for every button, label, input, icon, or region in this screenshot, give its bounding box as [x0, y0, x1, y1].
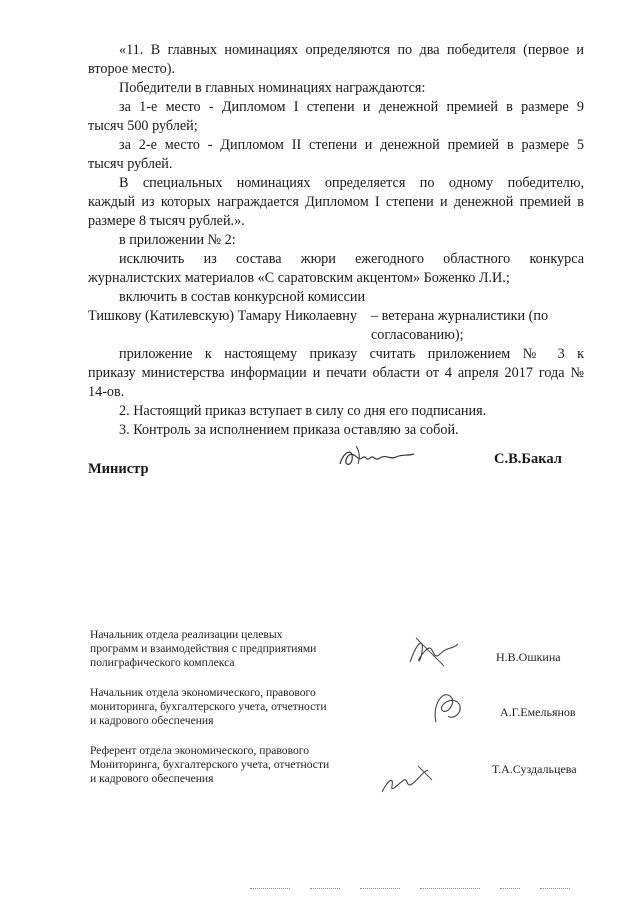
approval-2-line: Начальник отдела экономического, правового	[90, 686, 316, 699]
paragraph-line: 3. Контроль за исполнением приказа оставляю за собой.	[119, 422, 459, 438]
paragraph-line: 14-ов.	[88, 384, 125, 400]
paragraph-line: тысяч рублей.	[88, 156, 173, 172]
bottom-dotted-rule	[500, 888, 520, 890]
handwritten-signature-icon	[336, 440, 416, 470]
bottom-dotted-rule	[540, 888, 570, 890]
handwritten-initials-icon	[378, 762, 442, 798]
approval-3-line: и кадрового обеспечения	[90, 772, 214, 785]
bottom-dotted-rule	[360, 888, 400, 890]
paragraph-line: журналистских материалов «С саратовским акцентом» Боженко Л.И.;	[88, 270, 510, 286]
approval-1-line: Начальник отдела реализации целевых	[90, 628, 283, 641]
approval-1-line: программ и взаимодействия с предприятиями	[90, 642, 317, 655]
paragraph-line: каждый из которых награждается Дипломом I степени и денежной премией в	[88, 194, 584, 210]
paragraph-line: Тишкову (Катилевскую) Тамару Николаевну	[88, 308, 357, 324]
paragraph-line: второе место).	[88, 61, 175, 77]
bottom-dotted-rule	[310, 888, 340, 890]
paragraph-line: включить в состав конкурсной комиссии	[119, 289, 366, 305]
paragraph-line: приложение к настоящему приказу считать приложением № 3 к	[119, 346, 584, 362]
paragraph-line: В специальных номинациях определяется по одному победителю,	[119, 175, 584, 191]
bottom-dotted-rule	[250, 888, 290, 890]
paragraph-line: размере 8 тысяч рублей.».	[88, 213, 245, 229]
approval-1-line: полиграфического комплекса	[90, 656, 235, 669]
approval-2-line: и кадрового обеспечения	[90, 714, 214, 727]
signatory-name: С.В.Бакал	[494, 451, 562, 467]
paragraph-line: за 2-е место - Дипломом II степени и денежной премией в размере 5	[119, 137, 584, 153]
handwritten-initials-icon	[428, 686, 468, 728]
paragraph-line: 2. Настоящий приказ вступает в силу со дня его подписания.	[119, 403, 487, 419]
paragraph-line: за 1-е место - Дипломом I степени и денежной премией в размере 9	[119, 99, 584, 115]
paragraph-line: «11. В главных номинациях определяются по два победителя (первое и	[119, 42, 584, 58]
paragraph-line: – ветерана журналистики (по	[371, 308, 549, 324]
paragraph-line: в приложении № 2:	[119, 232, 236, 248]
paragraph-line: тысяч 500 рублей;	[88, 118, 198, 134]
approval-3-line: Референт отдела экономического, правового	[90, 744, 310, 757]
approval-3-name: Т.А.Суздальцева	[492, 762, 577, 776]
paragraph-line: приказу министерства информации и печати области от 4 апреля 2017 года №	[88, 365, 584, 381]
approval-2-name: А.Г.Емельянов	[500, 705, 576, 719]
signatory-title: Министр	[88, 461, 149, 477]
approval-2-line: мониторинга, бухгалтерского учета, отчетности	[90, 700, 327, 713]
bottom-dotted-rule	[420, 888, 480, 890]
paragraph-line: Победители в главных номинациях награждаются:	[119, 80, 426, 96]
paragraph-line: согласованию);	[371, 327, 464, 343]
paragraph-line: исключить из состава жюри ежегодного областного конкурса	[119, 251, 584, 267]
approval-3-line: Мониторинга, бухгалтерского учета, отчетности	[90, 758, 330, 771]
handwritten-initials-icon	[404, 632, 464, 672]
approval-1-name: Н.В.Ошкина	[496, 650, 561, 664]
